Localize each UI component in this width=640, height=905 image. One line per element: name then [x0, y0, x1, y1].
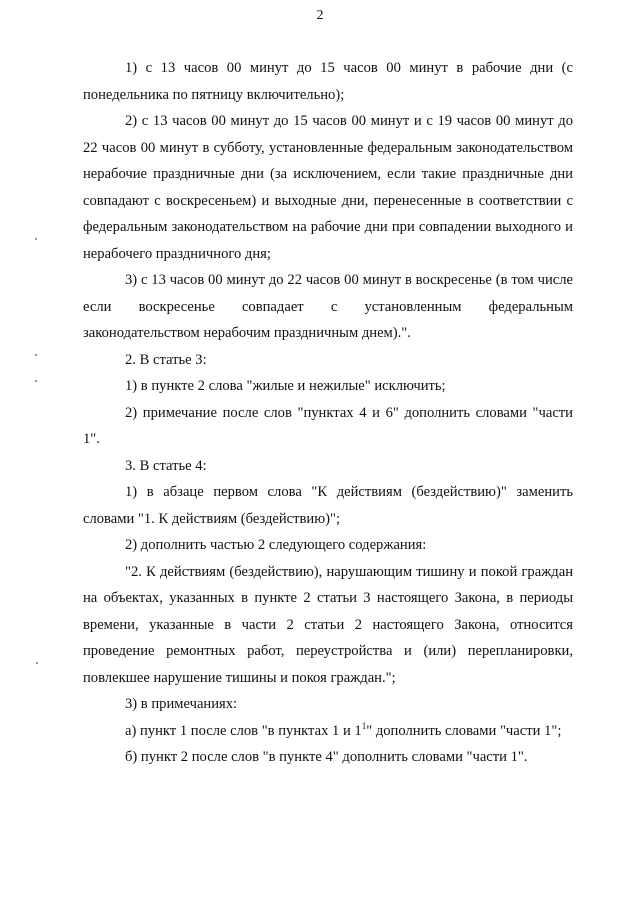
item-a-text: а) пункт 1 после слов "в пунктах 1 и 1 [125, 722, 362, 739]
paragraph-part-2-text: "2. К действиям (бездействию), нарушающим тишину и покой граждан на объектах, указанных в пункте 2 статьи 3 настоящего Закона, в периоды времени, указанные в части 2 статьи 2 настоящего Закона, относится проведение ремонтных работ, переустройства и (или) перепланировки, повлекшее нарушение тишины и покоя граждан."; [83, 563, 573, 686]
paragraph-article-3-item-2: 2) примечание после слов "пунктах 4 и 6" дополнить словами "части 1". [83, 404, 573, 447]
paragraph-item-a [83, 718, 573, 745]
paragraph-article-4-heading: 3. В статье 4: [125, 457, 207, 474]
page-number: 2 [316, 8, 324, 23]
paragraph-article-3-heading: 2. В статье 3: [125, 351, 207, 368]
scan-speck [35, 238, 37, 240]
paragraph-article-4-item-1: 1) в абзаце первом слова "К действиям (бездействию)" заменить словами "1. К действиям (бездействию)"; [83, 484, 573, 527]
scan-speck [35, 380, 37, 382]
document-body [83, 55, 573, 771]
item-a-text-end: " дополнить словами "части 1"; [366, 722, 562, 739]
paragraph-article-4-item-3: 3) в примечаниях: [125, 696, 238, 712]
item-a-superscript: 1 [361, 720, 367, 731]
scan-speck [36, 662, 38, 664]
scan-speck [35, 354, 37, 356]
paragraph-time-sunday: 3) с 13 часов 00 минут до 22 часов 00 минут в воскресенье (в том числе если воскресенье совпадает с установленным федеральным законодательством нерабочим праздничным днем).". [83, 272, 573, 341]
paragraph-article-3-item-1: 1) в пункте 2 слова "жилые и нежилые" исключить; [125, 378, 446, 394]
paragraph-time-saturday: 2) с 13 часов 00 минут до 15 часов 00 минут и с 19 часов 00 минут до 22 часов 00 минут в субботу, установленные федеральным законодательством нерабочие праздничные дни (за исключением, если такие праздничные дни совпадают с воскресеньем) и выходные дни, перенесенные в соответствии с федеральным законодательством на рабочие дни при совпадении выходного и нерабочего праздничного дня; [83, 113, 573, 262]
paragraph-time-weekdays: 1) с 13 часов 00 минут до 15 часов 00 минут в рабочие дни (с понедельника по пятницу включительно); [83, 60, 573, 103]
paragraph-article-4-item-2: 2) дополнить частью 2 следующего содержания: [125, 537, 427, 553]
paragraph-item-b: б) пункт 2 после слов "в пункте 4" дополнить словами "части 1". [125, 749, 528, 765]
